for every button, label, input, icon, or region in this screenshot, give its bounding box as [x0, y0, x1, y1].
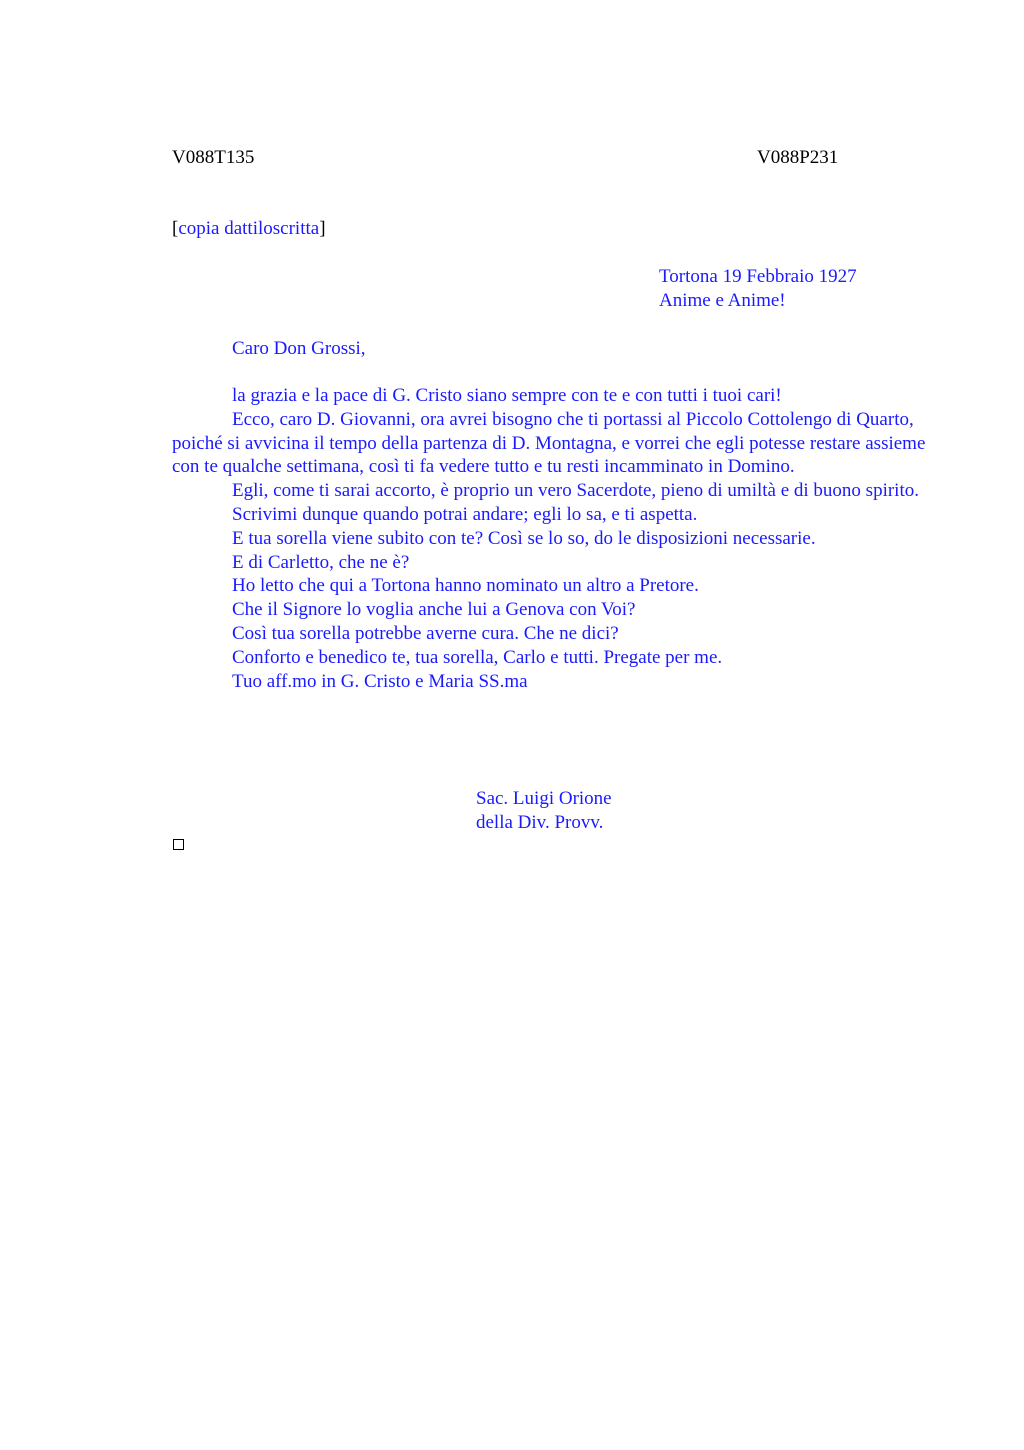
end-marker-box	[173, 839, 184, 850]
signature-title: della Div. Provv.	[476, 812, 604, 833]
document-reference-left: V088T135	[172, 147, 255, 168]
motto: Anime e Anime!	[659, 290, 786, 311]
document-reference-right: V088P231	[757, 147, 839, 168]
paragraph: Scrivimi dunque quando potrai andare; egli lo sa, e ti aspetta.	[232, 503, 698, 525]
date-line: Tortona 19 Febbraio 1927	[659, 266, 857, 287]
paragraph: Egli, come ti sarai accorto, è proprio un vero Sacerdote, pieno di umiltà e di buono spirito.	[232, 480, 919, 502]
paragraph: Ho letto che qui a Tortona hanno nominato un altro a Pretore.	[232, 575, 699, 597]
paragraph: Conforto e benedico te, tua sorella, Carlo e tutti. Pregate per me.	[232, 646, 723, 668]
note-text: copia dattiloscritta	[178, 218, 320, 239]
letter-body	[172, 384, 932, 693]
paragraph: Tuo aff.mo in G. Cristo e Maria SS.ma	[232, 670, 528, 692]
paragraph: E di Carletto, che ne è?	[232, 551, 410, 573]
note-open-bracket: [	[172, 218, 179, 239]
paragraph: Che il Signore lo voglia anche lui a Genova con Voi?	[232, 599, 636, 621]
salutation: Caro Don Grossi,	[232, 338, 366, 359]
paragraph: Così tua sorella potrebbe averne cura. Che ne dici?	[232, 622, 619, 644]
paragraph: la grazia e la pace di G. Cristo siano sempre con te e con tutti i tuoi cari!	[232, 385, 782, 406]
signature-name: Sac. Luigi Orione	[476, 788, 612, 809]
transcription-note	[172, 217, 326, 241]
paragraph: Ecco, caro D. Giovanni, ora avrei bisogno che ti portassi al Piccolo Cottolengo di Quarto, poiché si avvicina il tempo della partenza di D. Montagna, e vorrei che egli potesse restare assieme con te qualche settimana, così ti fa vedere tutto e tu resti incamminato in Domino.	[172, 408, 926, 478]
note-close-bracket: ]	[319, 218, 326, 239]
paragraph: E tua sorella viene subito con te? Così se lo so, do le disposizioni necessarie.	[232, 527, 816, 549]
